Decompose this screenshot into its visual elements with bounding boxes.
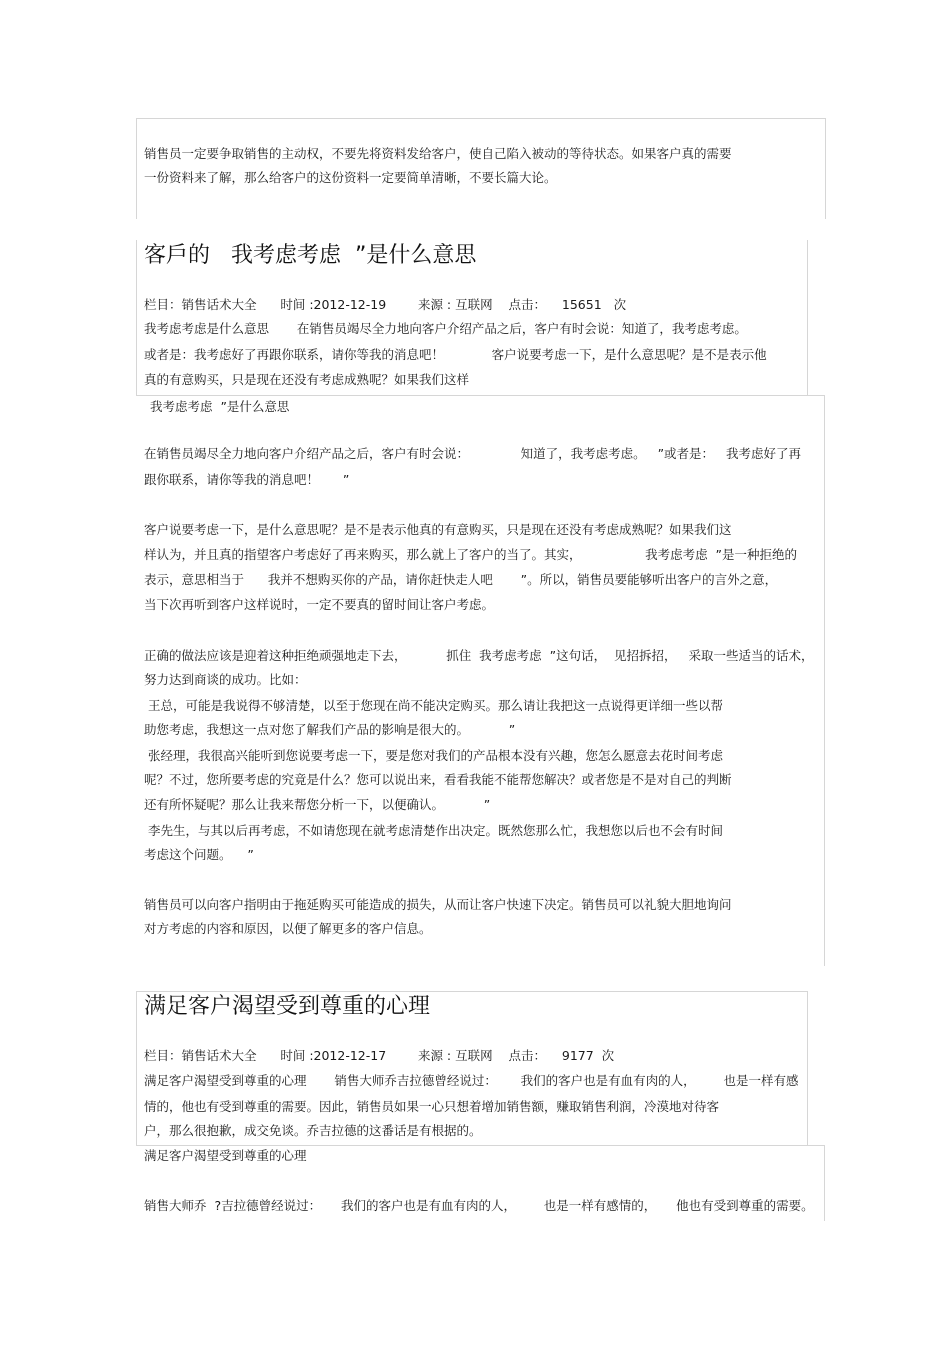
body-line: 还有所怀疑呢？那么让我来帮您分析一下，以便确认。 ” [144, 797, 491, 812]
body-line: 跟你联系，请你等我的消息吧！ ” [144, 472, 350, 487]
summary-line: 情的，他也有受到尊重的需要。因此，销售员如果一心只想着增加销售额，赚取销售利润，冷漠地对待客 [144, 1099, 720, 1114]
body-line: 客户说要考虑一下，是什么意思呢？是不是表示他真的有意购买，只是现在还没有考虑成熟呢？如果我们这 [144, 522, 732, 537]
body-line: 李先生，与其以后再考虑，不如请您现在就考虑清楚作出决定。既然您那么忙，我想您以后也不会有时间 [148, 823, 724, 838]
body-line: 在销售员竭尽全力地向客户介绍产品之后，客户有时会说： 知道了，我考虑考虑。 ”或者是： 我考虑好了再 [144, 446, 801, 461]
body-line: 当下次再听到客户这样说时，一定不要真的留时间让客户考虑。 [144, 597, 495, 612]
paragraph-line: 销售员一定要争取销售的主动权，不要先将资料发给客户，使自己陷入被动的等待状态。如果客户真的需要 [144, 146, 732, 161]
block-border-top [136, 118, 826, 219]
body-line: 张经理，我很高兴能听到您说要考虑一下，要是您对我们的产品根本没有兴趣，您怎么愿意去花时间考虑 [148, 748, 724, 763]
body-line: 正确的做法应该是迎着这种拒绝顽强地走下去， 抓住 我考虑考虑 ”这句话， 见招拆招， 采取一些适当的话术， [144, 648, 814, 663]
body-line: 样认为，并且真的指望客户考虑好了再来购买，那么就上了客户的当了。其实， 我考虑考虑 ”是一种拒绝的 [144, 547, 797, 562]
summary-line: 或者是：我考虑好了再跟你联系，请你等我的消息吧！ 客户说要考虑一下，是什么意思呢？是不是表示他 [144, 347, 767, 362]
paragraph-line: 一份资料来了解，那么给客户的这份资料一定要简单清晰，不要长篇大论。 [144, 170, 557, 185]
body-line: 王总，可能是我说得不够清楚，以至于您现在尚不能决定购买。那么请让我把这一点说得更详细一些以帮 [148, 698, 724, 713]
summary-line: 满足客户渴望受到尊重的心理 销售大师乔吉拉德曾经说过： 我们的客户也是有血有肉的人， 也是一样有感 [144, 1073, 799, 1088]
summary-line: 真的有意购买，只是现在还没有考虑成熟呢？如果我们这样 [144, 372, 470, 387]
body-line: 对方考虑的内容和原因，以便了解更多的客户信息。 [144, 921, 432, 936]
summary-line: 我考虑考虑是什么意思 在销售员竭尽全力地向客户介绍产品之后，客户有时会说：知道了，我考虑考虑。 [144, 321, 747, 336]
article-title: 满足客户渴望受到尊重的心理 [144, 994, 431, 1019]
article-meta: 栏目：销售话术大全 时间 :2012-12-19 来源 : 互联网 点击： 15651 次 [144, 297, 627, 312]
body-line: 销售大师乔 ?吉拉德曾经说过： 我们的客户也是有血有肉的人， 也是一样有感情的， 他也有受到尊重的需要。 [144, 1198, 814, 1213]
article-subtitle: 我考虑考虑 ”是什么意思 [150, 399, 290, 414]
body-line: 呢？不过，您所要考虑的究竟是什么？您可以说出来，看看我能不能帮您解决？或者您是不是对自己的判断 [144, 772, 732, 787]
body-line: 努力达到商谈的成功。比如： [144, 672, 307, 687]
article-subtitle: 满足客户渴望受到尊重的心理 [144, 1148, 307, 1163]
body-line: 销售员可以向客户指明由于拖延购买可能造成的损失，从而让客户快速下决定。销售员可以礼貌大胆地询问 [144, 897, 732, 912]
body-line: 表示，意思相当于 我并不想购买你的产品，请你赶快走人吧 ”。所以，销售员要能够听出客户的言外之意， [144, 572, 778, 587]
body-line: 助您考虑，我想这一点对您了解我们产品的影响是很大的。 ” [144, 722, 516, 737]
summary-line: 户，那么很抱歉，成交免谈。乔吉拉德的这番话是有根据的。 [144, 1123, 482, 1138]
article-meta: 栏目：销售话术大全 时间 :2012-12-17 来源 : 互联网 点击： 9177 次 [144, 1048, 615, 1063]
body-line: 考虑这个问题。 ” [144, 847, 254, 862]
article-title: 客戶的 我考虑考虑 ”是什么意思 [144, 243, 477, 268]
